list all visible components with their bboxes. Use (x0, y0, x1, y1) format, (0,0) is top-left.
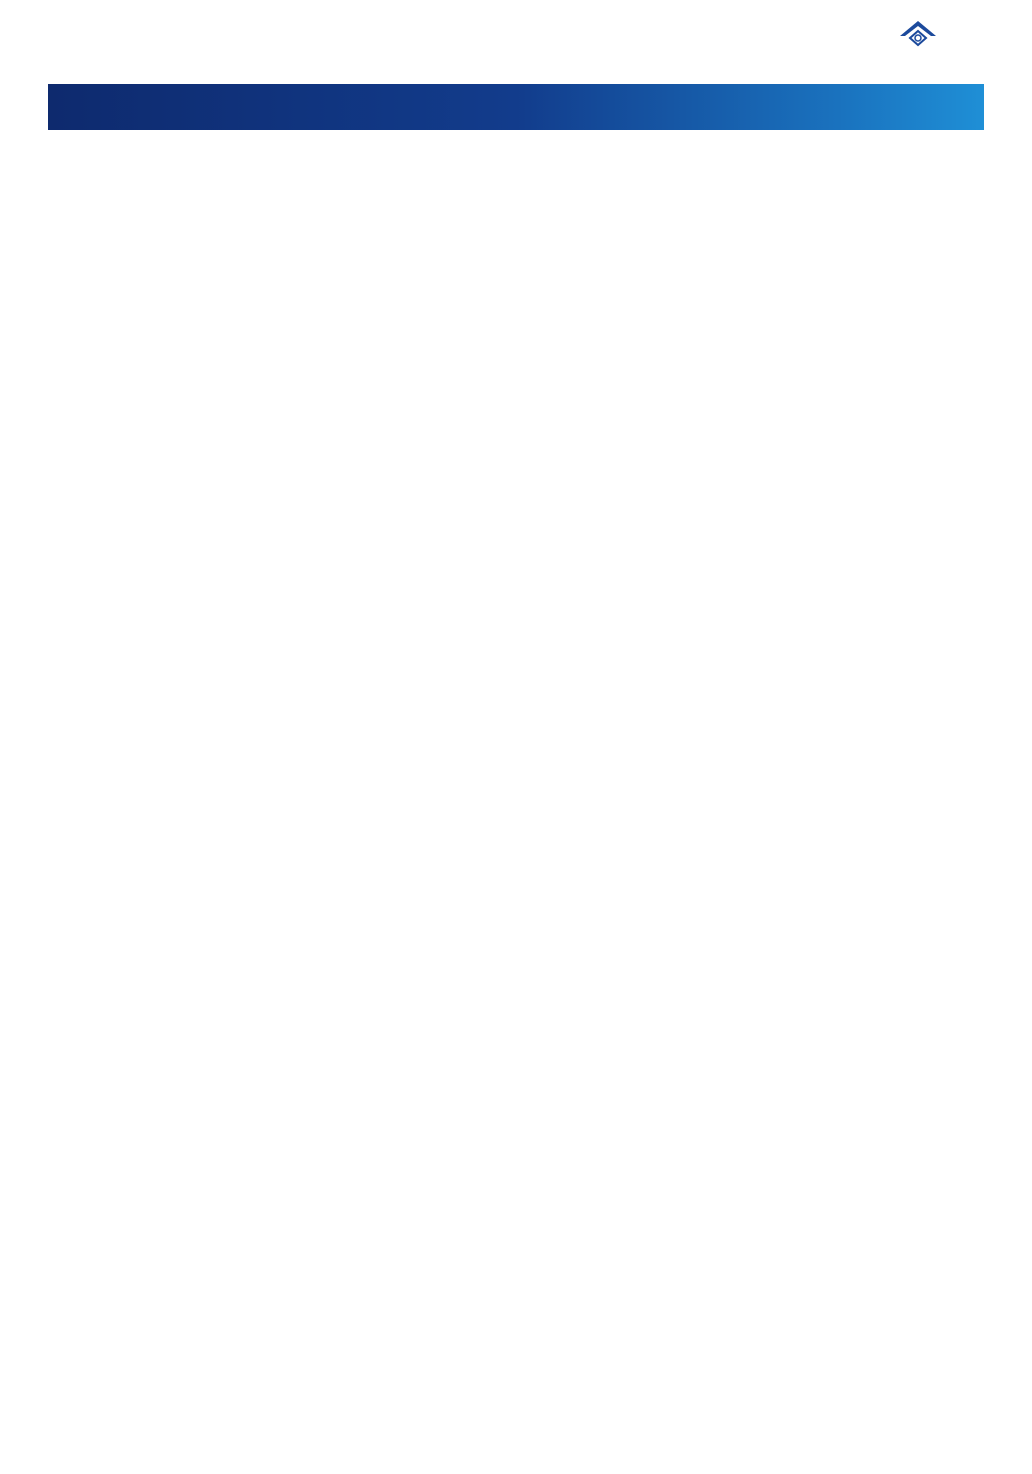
winstar-logo (850, 18, 990, 74)
title-banner (48, 84, 984, 130)
chip-breaker-chart-1 (86, 1218, 258, 1390)
chip-breaker-charts (0, 1200, 1032, 1400)
product-table (48, 158, 984, 1088)
logo-emblem-icon (850, 18, 990, 52)
chip-breaker-chart-3 (560, 1218, 732, 1390)
chip-breaker-chart-2 (322, 1218, 494, 1390)
